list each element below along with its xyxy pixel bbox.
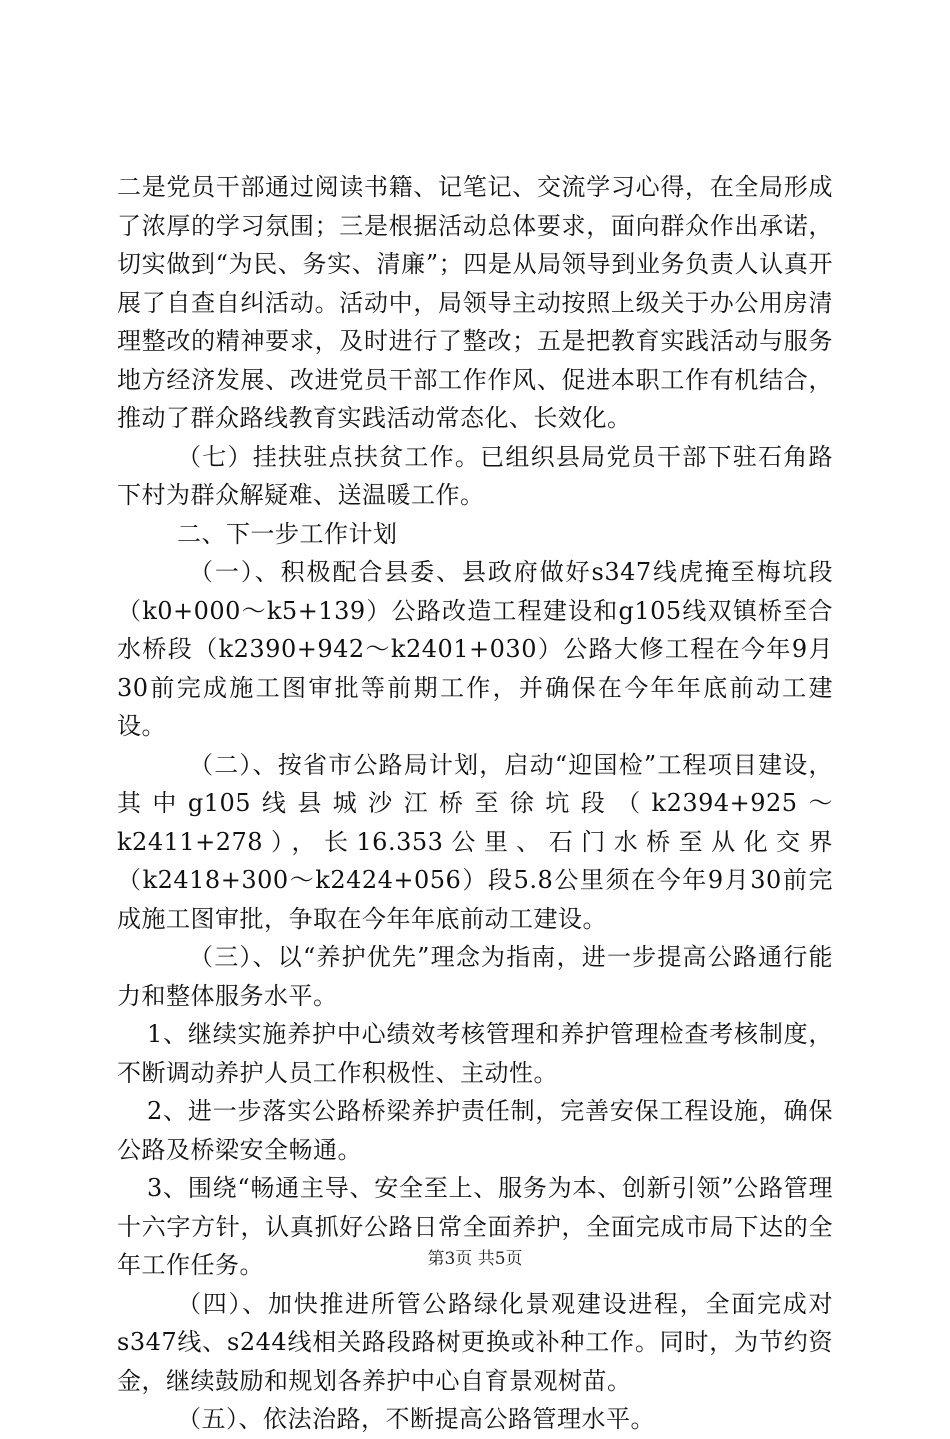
paragraph-subitem-3: 3、围绕“畅通主导、安全至上、服务为本、创新引领”公路管理十六字方针，认真抓好公路日常全面养护，全面完成市局下达的全年工作任务。 <box>117 1174 833 1279</box>
paragraph-subitem-2: 2、进一步落实公路桥梁养护责任制，完善安保工程设施，确保公路及桥梁安全畅通。 <box>117 1097 833 1164</box>
paragraph-poverty-relief: （七）挂扶驻点扶贫工作。已组织县局党员干部下驻石角路下村为群众解疑难、送温暖工作。 <box>117 442 833 509</box>
page-footer: 第3页 共5页 <box>427 1249 523 1269</box>
paragraph-item-4: （四）、加快推进所管公路绿化景观建设进程，全面完成对s347线、s244线相关路段路树更换或补种工作。同时，为节约资金，继续鼓励和规划各养护中心自育景观树苗。 <box>117 1289 833 1395</box>
paragraph-item-5: （五）、依法治路，不断提高公路管理水平。 <box>177 1405 655 1433</box>
paragraph-party-study: 二是党员干部通过阅读书籍、记笔记、交流学习心得，在全局形成了浓厚的学习氛围；三是根据活动总体要求，面向群众作出承诺，切实做到“为民、务实、清廉”；四是从局领导到业务负责人认真开展了自查自纠活动。活动中，局领导主动按照上级关于办公用房清理整改的精神要求，及时进行了整改；五是把教育实践活动与服务地方经济发展、改进党员干部工作作风、促进本职工作有机结合，推动了群众路线教育实践活动常态化、长效化。 <box>117 173 833 432</box>
paragraph-item-3: （三）、以“养护优先”理念为指南，进一步提高公路通行能力和整体服务水平。 <box>117 943 833 1010</box>
section-heading-next-plan: 二、下一步工作计划 <box>177 519 398 548</box>
paragraph-item-2: （二）、按省市公路局计划，启动“迎国检”工程项目建设，其中g105线县城沙江桥至徐坑段（k2394+925～k2411+278），长16.353公里、石门水桥至从化交界（k2418+300～k2424+056）段5.8公里须在今年9月30前完成施工图审批，争取在今年年底前动工建设。 <box>117 750 833 933</box>
paragraph-item-1: （一）、积极配合县委、县政府做好s347线虎掩至梅坑段（k0+000～k5+139）公路改造工程建设和g105线双镇桥至合水桥段（k2390+942～k2401+030）公路大修工程在今年9月30前完成施工图审批等前期工作，并确保在今年年底前动工建设。 <box>117 558 833 740</box>
paragraph-subitem-1: 1、继续实施养护中心绩效考核管理和养护管理检查考核制度，不断调动养护人员工作积极性、主动性。 <box>117 1020 833 1087</box>
